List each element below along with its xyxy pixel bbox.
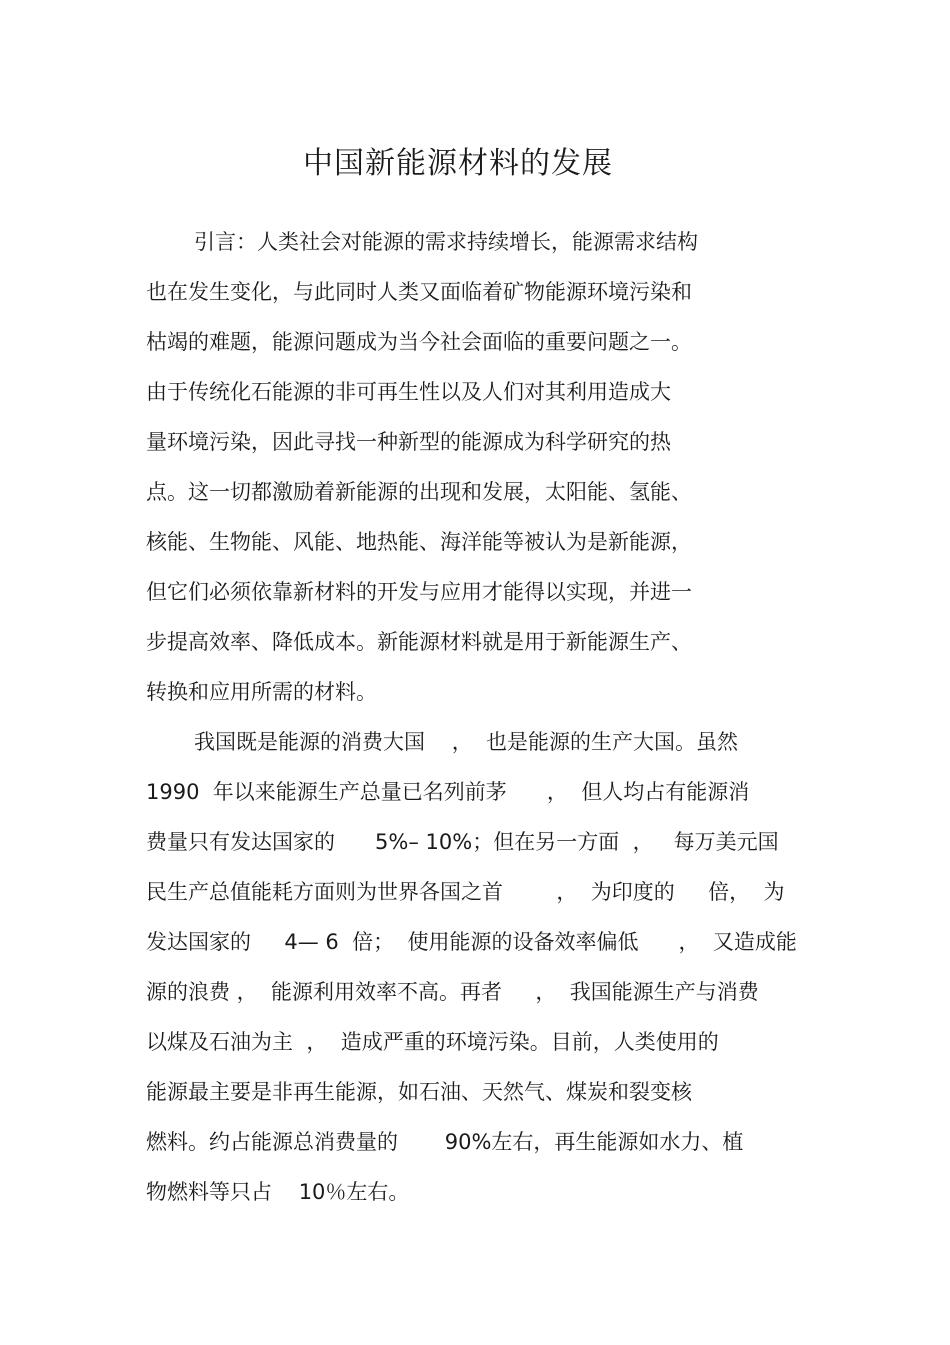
paragraph-line: 燃料。约占能源总消费量的 90%左右，再生能源如水力、植 — [146, 1130, 744, 1154]
paragraph-line: 量环境污染，因此寻找一种新型的能源成为科学研究的热 — [146, 430, 671, 454]
paragraph-line: 转换和应用所需的材料。 — [146, 680, 377, 704]
paragraph-line: 由于传统化石能源的非可再生性以及人们对其利用造成大 — [146, 380, 671, 404]
paragraph-line: 点。这一切都激励着新能源的出现和发展，太阳能、氢能、 — [146, 480, 692, 504]
paragraph-line: 费量只有发达国家的 5%– 10%；但在另一方面 ， 每万美元国 — [146, 830, 779, 854]
paragraph-line: 源的浪费 ， 能源利用效率不高。再者 ， 我国能源生产与消费 — [146, 980, 759, 1004]
paragraph-line: 核能、生物能、风能、地热能、海洋能等被认为是新能源， — [146, 530, 692, 554]
paragraph-line: 我国既是能源的消费大国 ， 也是能源的生产大国。虽然 — [194, 730, 739, 754]
document-title: 中国新能源材料的发展 — [303, 146, 613, 182]
paragraph-line: 民生产总值能耗方面则为世界各国之首 ， 为印度的 倍， 为 — [146, 880, 785, 904]
paragraph-line: 枯竭的难题，能源问题成为当今社会面临的重要问题之一。 — [146, 330, 692, 354]
paragraph-line: 能源最主要是非再生能源，如石油、天然气、煤炭和裂变核 — [146, 1080, 692, 1104]
paragraph-line: 物燃料等只占 10％左右。 — [146, 1180, 410, 1204]
paragraph-line: 1990 年以来能源生产总量已名列前茅 ， 但人均占有能源消 — [146, 780, 750, 804]
document-body — [146, 224, 826, 1224]
paragraph-line: 以煤及石油为主 ， 造成严重的环境污染。目前，人类使用的 — [146, 1030, 719, 1054]
paragraph-line: 但它们必须依靠新材料的开发与应用才能得以实现，并进一 — [146, 580, 692, 604]
paragraph-line: 也在发生变化，与此同时人类又面临着矿物能源环境污染和 — [146, 280, 692, 304]
paragraph-line: 发达国家的 4— 6 倍； 使用能源的设备效率偏低 ， 又造成能 — [146, 930, 797, 954]
paragraph-line: 引言：人类社会对能源的需求持续增长，能源需求结构 — [194, 230, 698, 254]
paragraph-line: 步提高效率、降低成本。新能源材料就是用于新能源生产、 — [146, 630, 692, 654]
